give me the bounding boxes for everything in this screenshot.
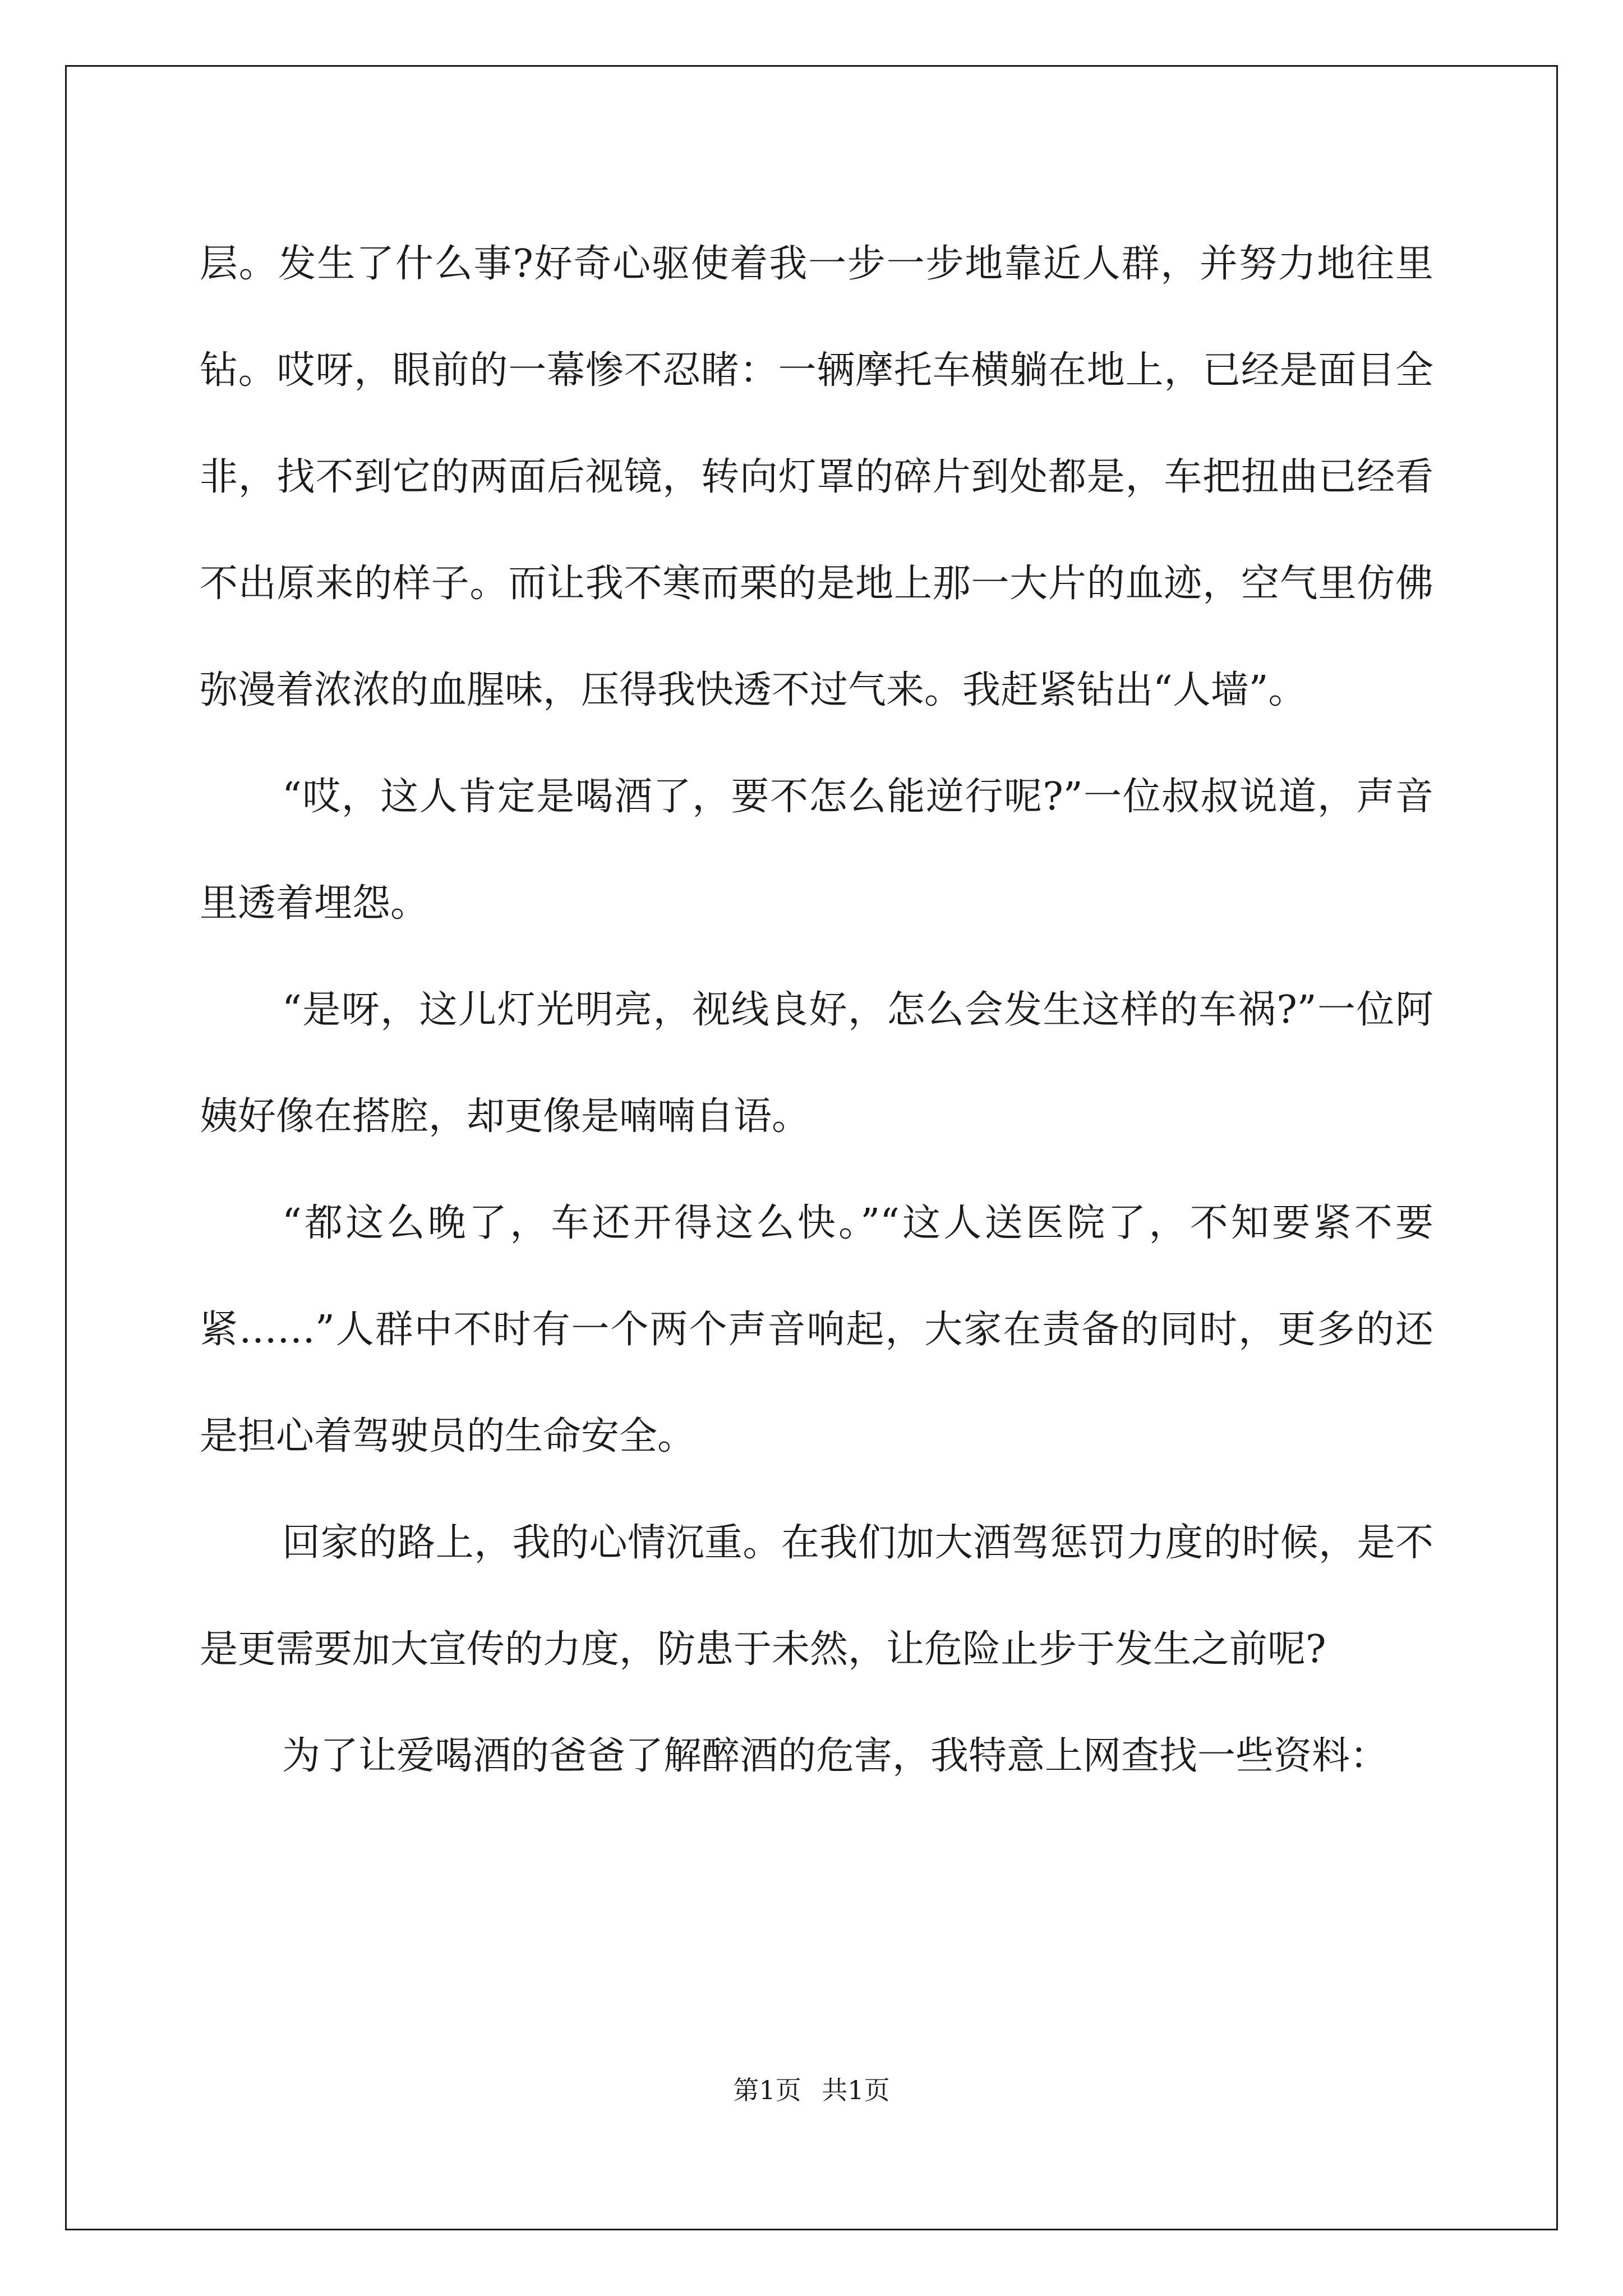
paragraph-3: “是呀，这儿灯光明亮，视线良好，怎么会发生这样的车祸?”一位阿姨好像在搭腔，却更像是喃喃自语。	[200, 988, 1433, 1139]
paragraph-1: 层。发生了什么事?好奇心驱使着我一步一步地靠近人群，并努力地往里钻。哎呀，眼前的一幕惨不忍睹：一辆摩托车横躺在地上，已经是面目全非，找不到它的两面后视镜，转向灯罩的碎片到处都是，车把扭曲已经看不出原来的样子。而让我不寒而栗的是地上那一大片的血迹，空气里仿佛弥漫着浓浓的血腥味，压得我快透不过气来。我赶紧钻出“人墙”。	[200, 242, 1433, 712]
paragraph-2: “哎，这人肯定是喝酒了，要不怎么能逆行呢?”一位叔叔说道，声音里透着埋怨。	[200, 775, 1433, 926]
paragraph-6: 为了让爱喝酒的爸爸了解醉酒的危害，我特意上网查找一些资料：	[282, 1734, 1389, 1778]
paragraph-5: 回家的路上，我的心情沉重。在我们加大酒驾惩罚力度的时候，是不是更需要加大宣传的力度，防患于未然，让危险止步于发生之前呢?	[200, 1521, 1433, 1672]
paragraph-4: “都这么晚了，车还开得这么快。”“这人送医院了，不知要紧不要紧……”人群中不时有一个两个声音响起，大家在责备的同时，更多的还是担心着驾驶员的生命安全。	[200, 1201, 1433, 1458]
document-body	[200, 211, 1433, 1810]
page-number-footer: 第1页 共1页	[733, 2075, 890, 2105]
